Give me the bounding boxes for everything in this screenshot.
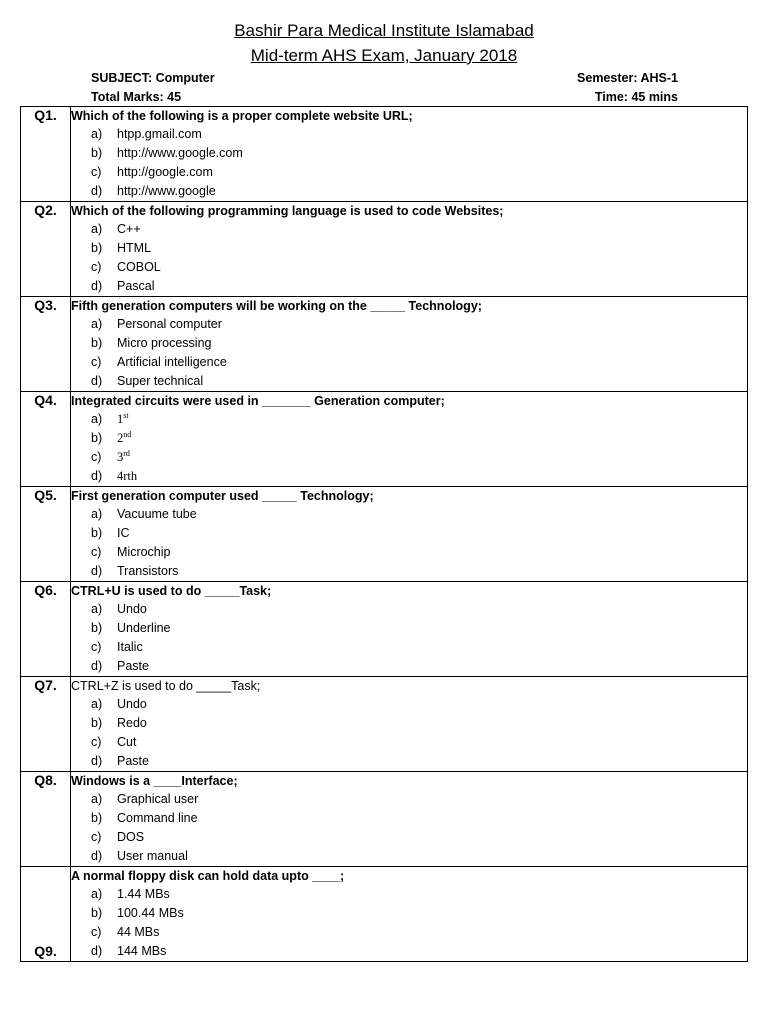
question-text: Which of the following is a proper complete website URL; <box>71 109 413 123</box>
question-row <box>21 582 748 677</box>
options-list <box>71 885 747 961</box>
option-item <box>71 524 747 543</box>
options-list <box>71 315 747 391</box>
option-letter: c) <box>91 925 102 939</box>
option-item <box>71 182 747 201</box>
question-row <box>21 772 748 867</box>
option-item <box>71 828 747 847</box>
option-item <box>71 315 747 334</box>
option-text: HTML <box>117 241 152 255</box>
option-text: IC <box>117 526 130 540</box>
option-item <box>71 885 747 904</box>
option-text: Personal computer <box>117 317 222 331</box>
question-row <box>21 202 748 297</box>
question-body <box>71 392 748 487</box>
option-text: http://google.com <box>117 165 213 179</box>
option-text: Microchip <box>117 545 171 559</box>
question-number: Q7. <box>21 677 71 772</box>
option-text: http://www.google <box>117 184 216 198</box>
option-item <box>71 752 747 771</box>
option-text: C++ <box>117 222 141 236</box>
option-text: Paste <box>117 754 149 768</box>
option-letter: a) <box>91 697 103 711</box>
option-item <box>71 562 747 581</box>
question-body <box>71 772 748 867</box>
option-text: Paste <box>117 659 149 673</box>
question-text: A normal floppy disk can hold data upto ____; <box>71 869 345 883</box>
option-item <box>71 619 747 638</box>
option-text: Super technical <box>117 374 204 388</box>
option-letter: d) <box>91 184 103 198</box>
question-row <box>21 867 748 962</box>
option-letter: a) <box>91 792 103 806</box>
option-item <box>71 809 747 828</box>
question-body <box>71 202 748 297</box>
options-list <box>71 790 747 866</box>
option-text: 1.44 MBs <box>117 887 170 901</box>
option-item <box>71 904 747 923</box>
option-letter: b) <box>91 431 103 445</box>
question-text: CTRL+U is used to do _____Task; <box>71 584 272 598</box>
question-number: Q2. <box>21 202 71 297</box>
total-marks-label: Total Marks: 45 <box>91 90 182 104</box>
subject-label: SUBJECT: Computer <box>91 71 215 85</box>
option-text: DOS <box>117 830 145 844</box>
option-item <box>71 543 747 562</box>
question-body <box>71 297 748 392</box>
option-text: Underline <box>117 621 171 635</box>
option-letter: b) <box>91 241 103 255</box>
option-letter: a) <box>91 317 103 331</box>
option-text: http://www.google.com <box>117 146 243 160</box>
question-row <box>21 107 748 202</box>
time-label: Time: 45 mins <box>594 90 678 104</box>
option-item <box>71 695 747 714</box>
question-number: Q8. <box>21 772 71 867</box>
options-list <box>71 505 747 581</box>
option-text: Micro processing <box>117 336 212 350</box>
option-letter: b) <box>91 146 103 160</box>
questions-table <box>20 106 748 962</box>
question-row <box>21 297 748 392</box>
question-body <box>71 487 748 582</box>
option-text: 4rth <box>117 469 138 483</box>
option-text: 144 MBs <box>117 944 167 958</box>
option-item <box>71 220 747 239</box>
option-letter: c) <box>91 545 102 559</box>
question-number: Q1. <box>21 107 71 202</box>
option-item <box>71 144 747 163</box>
option-letter: a) <box>91 602 103 616</box>
question-text: Integrated circuits were used in _______ Generation computer; <box>71 394 445 408</box>
option-letter: a) <box>91 127 103 141</box>
option-letter: c) <box>91 355 102 369</box>
options-list <box>71 600 747 676</box>
options-list <box>71 220 747 296</box>
option-text: Cut <box>117 735 137 749</box>
option-letter: b) <box>91 621 103 635</box>
option-letter: d) <box>91 944 103 958</box>
option-text: 100.44 MBs <box>117 906 184 920</box>
option-letter: a) <box>91 507 103 521</box>
option-item <box>71 505 747 524</box>
question-text: CTRL+Z is used to do _____Task; <box>71 679 261 693</box>
option-item <box>71 657 747 676</box>
question-body <box>71 582 748 677</box>
question-text: Windows is a ____Interface; <box>71 774 238 788</box>
option-item <box>71 714 747 733</box>
option-text: Undo <box>117 697 147 711</box>
option-letter: d) <box>91 659 103 673</box>
options-list <box>71 125 747 201</box>
option-letter: c) <box>91 735 102 749</box>
option-letter: d) <box>91 279 103 293</box>
option-letter: d) <box>91 564 103 578</box>
option-letter: b) <box>91 906 103 920</box>
option-text: COBOL <box>117 260 161 274</box>
option-letter: d) <box>91 374 103 388</box>
option-item <box>71 733 747 752</box>
option-item <box>71 847 747 866</box>
option-text: Transistors <box>117 564 179 578</box>
option-letter: c) <box>91 260 102 274</box>
option-text: Pascal <box>117 279 155 293</box>
question-row <box>21 392 748 487</box>
ordinal-suffix: st <box>123 410 129 420</box>
option-letter: d) <box>91 469 103 483</box>
option-item <box>71 429 747 448</box>
question-row <box>21 677 748 772</box>
question-text: Fifth generation computers will be working on the _____ Technology; <box>71 299 482 313</box>
question-number: Q6. <box>21 582 71 677</box>
option-item <box>71 638 747 657</box>
option-letter: b) <box>91 811 103 825</box>
option-text: Vacuume tube <box>117 507 197 521</box>
question-row <box>21 487 748 582</box>
option-item <box>71 125 747 144</box>
option-item <box>71 410 747 429</box>
ordinal-suffix: nd <box>123 429 132 439</box>
option-item <box>71 163 747 182</box>
question-number: Q3. <box>21 297 71 392</box>
option-letter: b) <box>91 716 103 730</box>
option-letter: c) <box>91 640 102 654</box>
question-number: Q9. <box>21 867 71 962</box>
question-body <box>71 677 748 772</box>
option-letter: a) <box>91 222 103 236</box>
option-item <box>71 277 747 296</box>
option-letter: c) <box>91 450 102 464</box>
option-item <box>71 600 747 619</box>
option-text: Italic <box>117 640 143 654</box>
option-letter: d) <box>91 849 103 863</box>
option-letter: b) <box>91 526 103 540</box>
option-text: Artificial intelligence <box>117 355 227 369</box>
question-text: First generation computer used _____ Technology; <box>71 489 374 503</box>
question-number: Q4. <box>21 392 71 487</box>
ordinal-suffix: rd <box>123 448 130 458</box>
option-letter: a) <box>91 412 103 426</box>
option-text: Graphical user <box>117 792 199 806</box>
option-text: Command line <box>117 811 198 825</box>
option-item <box>71 353 747 372</box>
option-item <box>71 467 747 486</box>
option-text: Redo <box>117 716 147 730</box>
option-item <box>71 334 747 353</box>
options-list <box>71 410 747 486</box>
option-item <box>71 923 747 942</box>
option-text: htpp.gmail.com <box>117 127 202 141</box>
option-item <box>71 942 747 961</box>
option-text: 2nd <box>117 429 132 445</box>
option-letter: d) <box>91 754 103 768</box>
option-item <box>71 258 747 277</box>
semester-label: Semester: AHS-1 <box>577 71 678 85</box>
question-body <box>71 107 748 202</box>
institute-title: Bashir Para Medical Institute Islamabad <box>234 21 534 40</box>
option-text: 1st <box>117 410 129 426</box>
option-letter: c) <box>91 165 102 179</box>
option-letter: b) <box>91 336 103 350</box>
question-body <box>71 867 748 962</box>
option-item <box>71 448 747 467</box>
options-list <box>71 695 747 771</box>
exam-title: Mid-term AHS Exam, January 2018 <box>250 46 518 65</box>
option-letter: a) <box>91 887 103 901</box>
option-item <box>71 790 747 809</box>
option-item <box>71 239 747 258</box>
option-text: Undo <box>117 602 147 616</box>
option-item <box>71 372 747 391</box>
question-number: Q5. <box>21 487 71 582</box>
option-text: 3rd <box>117 448 130 464</box>
option-text: User manual <box>117 849 188 863</box>
question-text: Which of the following programming language is used to code Websites; <box>71 204 504 218</box>
option-text: 44 MBs <box>117 925 160 939</box>
option-letter: c) <box>91 830 102 844</box>
